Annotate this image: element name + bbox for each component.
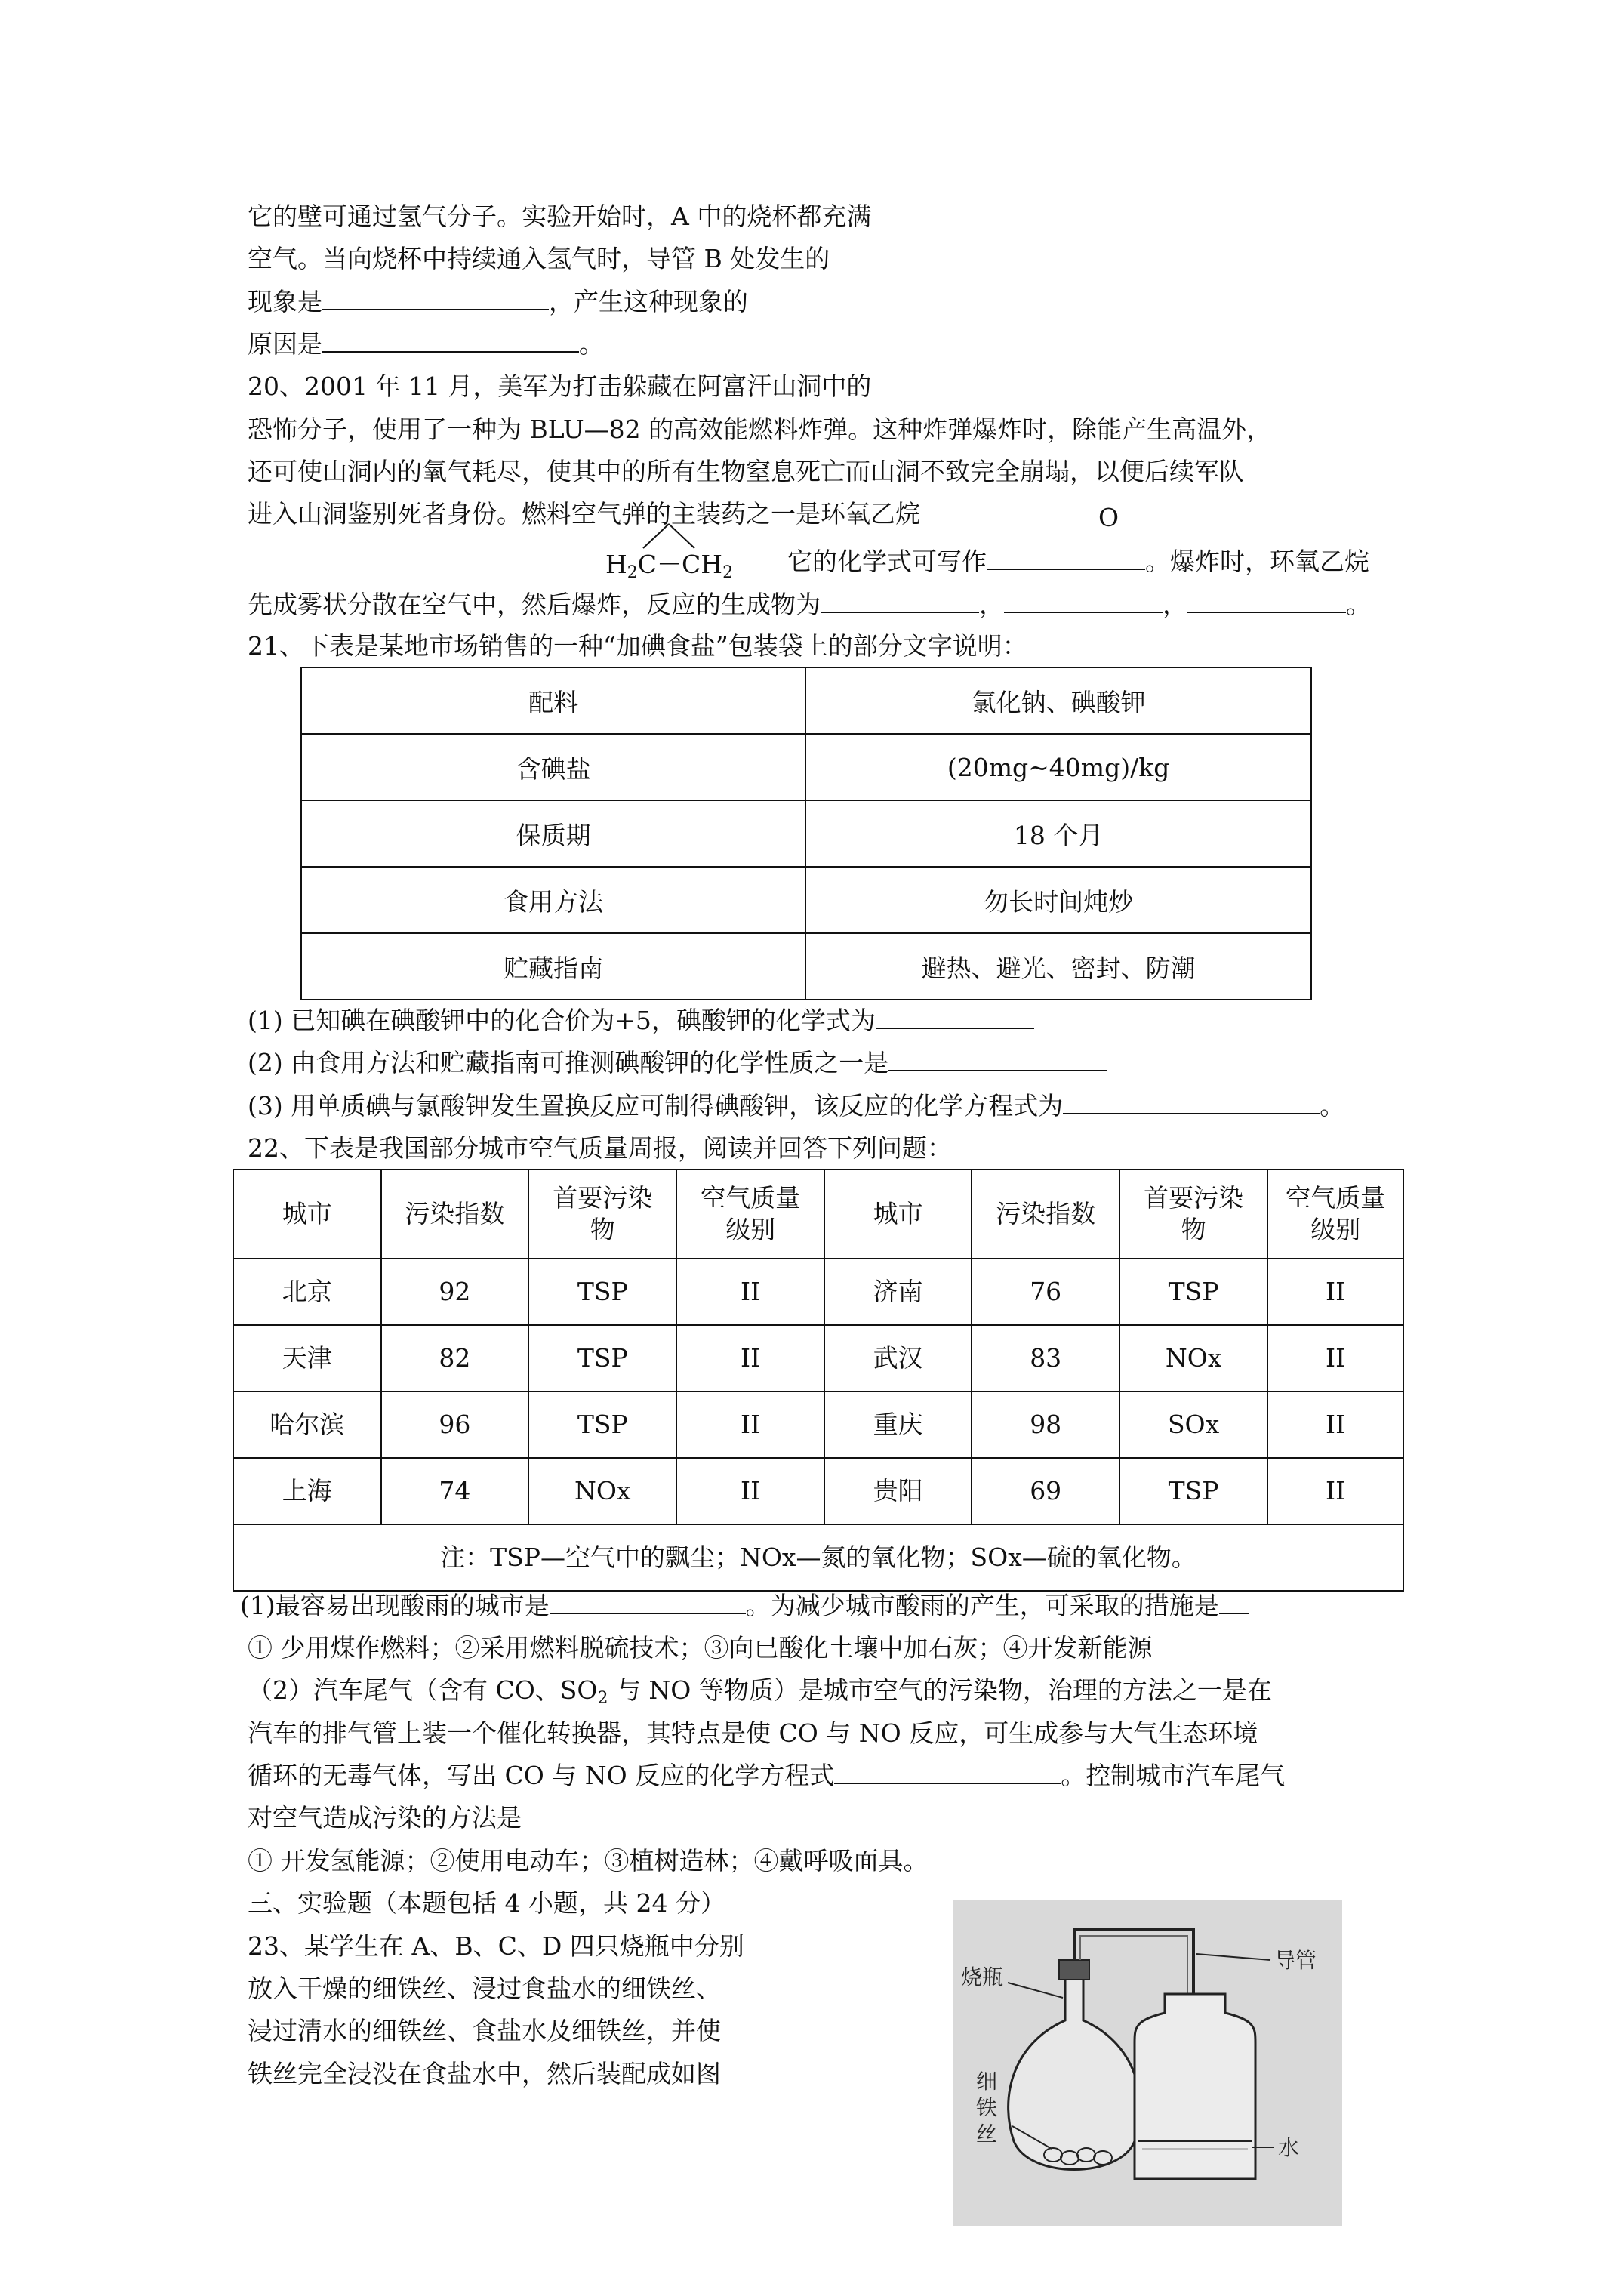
air-table-cell: 济南 bbox=[824, 1259, 972, 1325]
q22-part-1-options: ① 少用煤作燃料；②采用燃料脱硫技术；③向已酸化土壤中加石灰；④开发新能源 bbox=[248, 1633, 1153, 1663]
q21-sub-1: (1) 已知碘在碘酸钾中的化合价为+5，碘酸钾的化学式为 bbox=[248, 1004, 1034, 1037]
q19-line-2: 空气。当向烧杯中持续通入氢气时，导管 B 处发生的 bbox=[248, 244, 830, 273]
air-table-row bbox=[233, 1325, 1403, 1391]
air-table-cell: 82 bbox=[381, 1325, 529, 1391]
air-table-cell: SOx bbox=[1119, 1391, 1267, 1458]
answer-blank-formula[interactable] bbox=[987, 546, 1145, 570]
q20-line-4: 进入山洞鉴别死者身份。燃料空气弹的主装药之一是环氧乙烷 bbox=[248, 499, 920, 529]
label-tube: 导管 bbox=[1274, 1948, 1317, 1973]
air-table-cell: II bbox=[1267, 1458, 1403, 1524]
answer-blank-phenomenon[interactable] bbox=[322, 286, 549, 310]
label-wire-2: 铁 bbox=[976, 2095, 998, 2120]
salt-table-value-cell: 避热、避光、密封、防潮 bbox=[805, 933, 1311, 1000]
air-table-row bbox=[233, 1458, 1403, 1524]
air-table-header-row bbox=[233, 1170, 1403, 1259]
salt-table-label-cell: 配料 bbox=[301, 667, 805, 734]
q19-line-4-b: 。 bbox=[579, 329, 604, 359]
air-table-header-cell: 首要污染 物 bbox=[528, 1170, 676, 1259]
salt-table-row bbox=[301, 933, 1311, 1000]
salt-table-row bbox=[301, 867, 1311, 933]
apparatus-figure bbox=[953, 1900, 1342, 2226]
q23-line-2: 放入干燥的细铁丝、浸过食盐水的细铁丝、 bbox=[248, 1974, 721, 2003]
air-table-cell: 76 bbox=[972, 1259, 1119, 1325]
air-table-cell: II bbox=[1267, 1325, 1403, 1391]
q23-line-1: 23、某学生在 A、B、C、D 四只烧瓶中分别 bbox=[248, 1931, 744, 1961]
answer-blank-product-1[interactable] bbox=[821, 589, 979, 613]
answer-blank-kio3[interactable] bbox=[876, 1005, 1034, 1029]
flask-stopper bbox=[1059, 1960, 1089, 1980]
air-table-cell: 贵阳 bbox=[824, 1458, 972, 1524]
answer-blank-co-no-equation[interactable] bbox=[834, 1760, 1061, 1784]
salt-table-value-cell: 勿长时间炖炒 bbox=[805, 867, 1311, 933]
air-table-cell: II bbox=[676, 1259, 824, 1325]
air-table-cell: NOx bbox=[1119, 1325, 1267, 1391]
air-table-cell: II bbox=[676, 1458, 824, 1524]
air-quality-table bbox=[233, 1169, 1404, 1592]
answer-blank-measures[interactable] bbox=[1219, 1590, 1249, 1614]
salt-table-value-cell: 18 个月 bbox=[805, 800, 1311, 867]
air-table-cell: 98 bbox=[972, 1391, 1119, 1458]
salt-table-row bbox=[301, 667, 1311, 734]
air-table-cell: TSP bbox=[528, 1391, 676, 1458]
salt-table-row bbox=[301, 800, 1311, 867]
air-table-header-cell: 污染指数 bbox=[972, 1170, 1119, 1259]
q21-sub-3: (3) 用单质碘与氯酸钾发生置换反应可制得碘酸钾，该反应的化学方程式为 。 bbox=[248, 1091, 1345, 1120]
answer-blank-acid-rain-city[interactable] bbox=[550, 1590, 746, 1614]
answer-blank-product-3[interactable] bbox=[1187, 589, 1346, 613]
air-table-cell: 天津 bbox=[233, 1325, 381, 1391]
q22-part-1: (1)最容易出现酸雨的城市是 。为减少城市酸雨的产生，可采取的措施是 bbox=[240, 1589, 1249, 1623]
label-water: 水 bbox=[1278, 2135, 1300, 2160]
air-table-row bbox=[233, 1259, 1403, 1325]
air-table-cell: 北京 bbox=[233, 1259, 381, 1325]
air-table-note: 注：TSP—空气中的飘尘；NOx—氮的氧化物；SOx—硫的氧化物。 bbox=[233, 1524, 1403, 1591]
q19-line-3-b: ，产生这种现象的 bbox=[549, 287, 748, 316]
q20-line-6: 先成雾状分散在空气中，然后爆炸，反应的生成物为 ， ， 。 bbox=[248, 590, 1371, 619]
air-table-cell: TSP bbox=[1119, 1259, 1267, 1325]
label-wire-3: 丝 bbox=[976, 2122, 998, 2147]
air-table-header-cell: 空气质量 级别 bbox=[1267, 1170, 1403, 1259]
air-table-cell: 武汉 bbox=[824, 1325, 972, 1391]
air-table-cell: 上海 bbox=[233, 1458, 381, 1524]
air-table-cell: 69 bbox=[972, 1458, 1119, 1524]
salt-table-value-cell: 氯化钠、碘酸钾 bbox=[805, 667, 1311, 734]
air-table-header-cell: 空气质量 级别 bbox=[676, 1170, 824, 1259]
water-jar bbox=[1135, 1994, 1255, 2179]
q19-line-3-a: 现象是 bbox=[248, 287, 322, 316]
answer-blank-property[interactable] bbox=[888, 1047, 1107, 1071]
answer-blank-reason[interactable] bbox=[322, 328, 579, 353]
q21-sub-2: (2) 由食用方法和贮藏指南可推测碘酸钾的化学性质之一是 bbox=[248, 1046, 1107, 1080]
q22-part-2-line-4: 对空气造成污染的方法是 bbox=[248, 1803, 522, 1832]
air-table-cell: TSP bbox=[1119, 1458, 1267, 1524]
air-table-cell: 重庆 bbox=[824, 1391, 972, 1458]
air-table-cell: II bbox=[676, 1325, 824, 1391]
air-table-header-cell: 城市 bbox=[233, 1170, 381, 1259]
answer-blank-equation[interactable] bbox=[1063, 1090, 1320, 1114]
air-table-cell: 哈尔滨 bbox=[233, 1391, 381, 1458]
salt-table-label-cell: 保质期 bbox=[301, 800, 805, 867]
q20-line-5: 它的化学式可写作 。爆炸时，环氧乙烷 bbox=[787, 547, 1369, 576]
air-table-cell: II bbox=[1267, 1391, 1403, 1458]
label-wire-1: 细 bbox=[976, 2069, 998, 2094]
air-table-cell: TSP bbox=[528, 1259, 676, 1325]
air-table-note-row bbox=[233, 1524, 1403, 1591]
q22-part-2-line-1: （2）汽车尾气（含有 CO、$SO_2$ 与 NO 等物质）是城市空气的污染物，治理的方法之一是在 bbox=[248, 1675, 1272, 1708]
answer-blank-product-2[interactable] bbox=[1004, 589, 1163, 613]
air-table-header-cell: 城市 bbox=[824, 1170, 972, 1259]
air-table-cell: 74 bbox=[381, 1458, 529, 1524]
air-table-cell: II bbox=[676, 1391, 824, 1458]
q22-intro: 22、下表是我国部分城市空气质量周报，阅读并回答下列问题： bbox=[248, 1133, 952, 1163]
q20-line-1: 20、2001 年 11 月，美军为打击躲藏在阿富汗山洞中的 bbox=[248, 371, 872, 401]
q21-intro: 21、下表是某地市场销售的一种“加碘食盐”包装袋上的部分文字说明： bbox=[248, 631, 1027, 661]
salt-table-label-cell: 含碘盐 bbox=[301, 734, 805, 800]
q20-line-3: 还可使山洞内的氧气耗尽，使其中的所有生物窒息死亡而山洞不致完全崩塌，以便后续军队 bbox=[248, 457, 1244, 486]
air-table-header-cell: 污染指数 bbox=[381, 1170, 529, 1259]
air-table-header-cell: 首要污染 物 bbox=[1119, 1170, 1267, 1259]
iodized-salt-table bbox=[300, 667, 1312, 1000]
formula-epoxide: $H_2C-CH_2$ bbox=[605, 550, 734, 582]
q19-line-4 bbox=[248, 328, 604, 361]
air-table-row bbox=[233, 1391, 1403, 1458]
q23-line-4: 铁丝完全浸没在食盐水中，然后装配成如图 bbox=[248, 2059, 721, 2088]
air-table-cell: II bbox=[1267, 1259, 1403, 1325]
q22-part-2-line-2: 汽车的排气管上装一个催化转换器，其特点是使 CO 与 NO 反应，可生成参与大气生态环境 bbox=[248, 1718, 1258, 1748]
salt-table-value-cell: (20mg~40mg)/kg bbox=[805, 734, 1311, 800]
salt-table-row bbox=[301, 734, 1311, 800]
q23-line-3: 浸过清水的细铁丝、食盐水及细铁丝，并使 bbox=[248, 2016, 721, 2045]
q22-part-2-options: ① 开发氢能源；②使用电动车；③植树造林；④戴呼吸面具。 bbox=[248, 1846, 929, 1875]
air-table-cell: NOx bbox=[528, 1458, 676, 1524]
salt-table-label-cell: 贮藏指南 bbox=[301, 933, 805, 1000]
section-3-heading: 三、实验题（本题包括 4 小题，共 24 分） bbox=[248, 1888, 725, 1918]
q19-line-1: 它的壁可通过氢气分子。实验开始时，A 中的烧杯都充满 bbox=[248, 202, 872, 231]
q19-line-3 bbox=[248, 285, 748, 319]
q20-line-2: 恐怖分子，使用了一种为 BLU—82 的高效能燃料炸弹。这种炸弹爆炸时，除能产生高温外， bbox=[248, 415, 1272, 444]
formula-oxygen: O bbox=[1098, 503, 1119, 532]
q22-part-2-line-3: 循环的无毒气体，写出 CO 与 NO 反应的化学方程式 。控制城市汽车尾气 bbox=[248, 1761, 1286, 1790]
air-table-cell: TSP bbox=[528, 1325, 676, 1391]
air-table-cell: 92 bbox=[381, 1259, 529, 1325]
air-table-cell: 83 bbox=[972, 1325, 1119, 1391]
q19-line-4-a: 原因是 bbox=[248, 329, 322, 359]
salt-table-label-cell: 食用方法 bbox=[301, 867, 805, 933]
label-flask: 烧瓶 bbox=[961, 1965, 1004, 1989]
air-table-cell: 96 bbox=[381, 1391, 529, 1458]
